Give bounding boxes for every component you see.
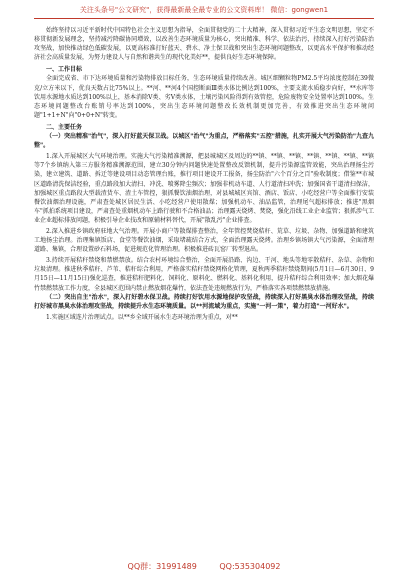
- subsection-heading-air: （一）突出精准"治气"，深入打好蓝天保卫战。以城区"治气"为重点，严格落实"五控"措施，扎实开展大气污染防治"九查九整"。: [34, 133, 374, 150]
- section-heading-goals: 一、工作目标: [46, 66, 83, 74]
- subsection-heading-water: （二）突出自主"治水"，深入打好碧水保卫战。持续打好饮用水源地保护攻坚战，持续深入打好黑臭水体治理攻坚战，持续打好城市黑臭水体治理攻坚战，持续提升水生态环境质量。以**河流域为重点，实施"一河一策"，着力打造"一河好水"。: [34, 293, 374, 310]
- header-divider: [34, 18, 374, 19]
- task-paragraph-straw-burning: 3.持续开展秸秆禁烧和禁燃禁放。结合农村环境综合整治，全面开展沿路、沟边、干河、地头等地零散秸秆、杂草、杂物和垃圾清理。推进秋季秸秆、芦苇、秸秆综合利用，严格落实秸秆禁烧网格化管理，夏秋两季秸秆禁烧期间(5月1日—6月30日、9月15日—11月15日)强化巡查，推进秸秆肥料化、饲料化、原料化、燃料化、基料化利用，提升秸秆综合利用效率；加大烟花爆竹禁燃禁放工作力度，全县城区范围内禁止燃放烟花爆竹，依法查处违规燃放行为，严格落实各项禁燃禁放措施。: [34, 257, 374, 292]
- goals-paragraph: 全面完成省、市下达环境质量和污染物排放目标任务，生态环境质量持续改善。城区细颗粒物PM2.5平均浓度控制在39微克/立方米以下，优良天数占比75%以上。**河、**河4个国控断面Ⅲ类水体比例达到100%，主要支流水质稳步向好，**水库等饮用水源地水质达到100%以上，基本消除Ⅴ类、劣Ⅴ类水体，土壤污染风险得到有效管控，危险废物安全处置率达到100%。生态环境问题整改台账销号率达到100%，突出生态环境问题整改长效机制更加完善，有效推进突出生态环境问题"1+1+N"向"0+0+N"转变。: [34, 75, 374, 119]
- section-heading-tasks: 二、主要任务: [46, 123, 83, 131]
- footer-qq-group: QQ群：31991489: [127, 562, 197, 571]
- footer-qq: QQ:535304092: [219, 562, 281, 571]
- document-body: [34, 26, 374, 546]
- page-footer: [0, 562, 408, 572]
- page-header: 关注头条号"公文研究"，获得最新最全最专业的公文资料库！ 微信：gongwen1: [79, 6, 329, 14]
- task-paragraph-regional-pilot: 1.实施区域连片治理试点。以**乡全域开展水生态环境治理为重点，对**: [46, 313, 238, 321]
- intro-paragraph: 始终坚持以习近平新时代中国特色社会主义思想为指导，全面贯彻党的二十大精神，深入贯彻习近平生态文明思想，坚定不移贯彻新发展理念，坚持减污降碳协同增效，以改善生态环境质量为核心，突出精准、科学、依法治污，持续深入打好污染防治攻坚战，加快推动绿色低碳发展，以更高标准打好蓝天、碧水、净土保卫战和突出生态环境问题整改，以更高水平保护和推动经济社会高质量发展，为努力建设人与自然和谐共生的现代化美好**，提供良好生态环境保障。: [34, 27, 374, 62]
- task-paragraph-town-air: 2.深入推进乡镇政府驻地大气治理。开展小商户等散煤排查整治，全年管控焚烧秸秆、荒草、垃圾、杂物、加强道路和建筑工地扬尘治理。治理集镇饭店、食堂等餐饮油烟，采取堵疏结合方式，全面治理露天烧烤。治理乡镇场镇大气污染源，全面清理道路、集镇，合理设置砂石料场，促进规范化管理治理。积极推进砖瓦窑厂转型退出。: [34, 227, 374, 254]
- task-paragraph-urban-air: 1.深入开展城区大气环境治理。实施大气污染精准溯源，把县城城区及周边的**镇、**镇、**镇、**镇、**镇、**镇、**镇等7个乡镇纳入第三方服务精准溯源范围，建立30分钟内问题快速处置整改反馈机制，提升污染源监管效能，突出治理扬尘污染，建立建筑、道路、拆迁等建设项目动态管理台账，推行项目建设开工报备，扬尘防治"六个百分之百"验收制度；借鉴**市城区道路清洗保洁经验，重点路段加大清扫、冲洗、喷雾降尘频次；加强非机动车道、人行道清扫冲洗；加强国省干道清扫保洁，加强城区重点路段大型载渣货车、渣土车管控，狠抓餐饮油烟治理，对县城城区宾馆、酒店、饭店、小吃经营户等全面推行安装餐饮油烟治理设施，严肃查处城区居民生活、小吃经营户使用散煤；加强机动车、油品监管，治理尾气超标排放；推进"黑烟车"抓拍系统项目建设，严肃查处重烟机动车上路行驶和不合格油品；治理露天烧烤、焚烧，强化沿线工业企业监管；狠抓涉气工业企业超标排放问题，积极引导企业技改和原辅材料替代，开展"散乱污"企业排查。: [34, 153, 374, 224]
